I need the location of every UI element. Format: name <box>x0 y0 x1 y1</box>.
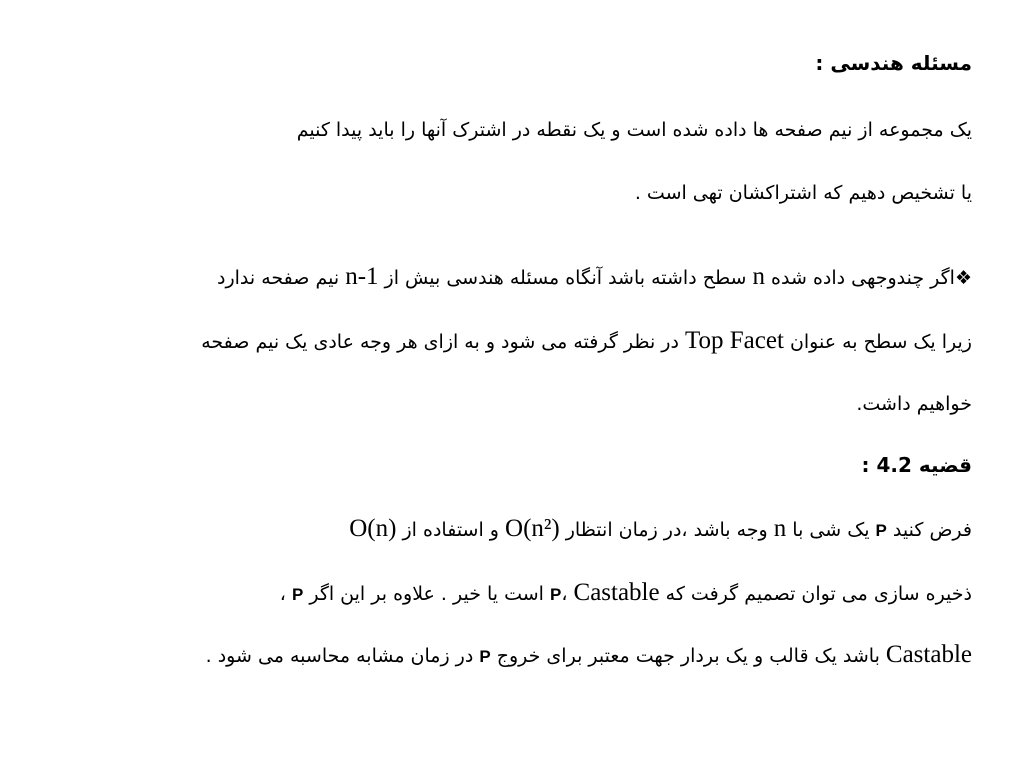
bullet-text: زیرا یک سطح به عنوان <box>783 331 972 353</box>
math-o-n: O(n) <box>349 515 397 542</box>
bullet-text: در نظر گرفته می شود و به ازای هر وجه عادی یک نیم صفحه <box>201 331 685 353</box>
bullet-text: خواهیم داشت. <box>856 393 972 415</box>
theorem-text: و استفاده از <box>396 519 506 541</box>
bullet-line <box>20 389 972 419</box>
term-top-facet: Top Facet <box>684 327 784 354</box>
heading-theorem-text: قضیه 4.2 : <box>861 453 972 477</box>
math-p: P <box>291 585 304 604</box>
paragraph-line <box>20 115 972 145</box>
heading-geometric-problem-text: مسئله هندسی : <box>815 51 972 75</box>
theorem-line <box>20 640 972 672</box>
theorem-text: ذخیره سازی می توان تصمیم گرفت که <box>659 583 972 605</box>
theorem-line <box>20 578 972 610</box>
bullet-text: سطح داشته باشد آنگاه مسئله هندسی بیش از <box>378 267 753 289</box>
paragraph-line <box>20 178 972 208</box>
diamond-bullet-icon: ❖ <box>954 267 972 289</box>
theorem-text: باشد یک قالب و یک بردار جهت معتبر برای خروج <box>490 645 886 667</box>
math-n: n <box>773 515 787 542</box>
math-p: P <box>479 647 491 666</box>
paragraph-text: یا تشخیص دهیم که اشتراکشان تهی است . <box>634 182 972 204</box>
term-castable: Castable <box>885 641 972 668</box>
theorem-text: ، <box>279 583 292 605</box>
theorem-text: فرض کنید <box>886 519 972 541</box>
theorem-text: است یا خیر . علاوه بر این اگر <box>303 583 550 605</box>
term-castable: Castable <box>573 579 660 606</box>
theorem-text: در زمان مشابه محاسبه می شود . <box>205 645 480 667</box>
math-p: P <box>875 521 887 540</box>
paragraph-text: یک مجموعه از نیم صفحه ها داده شده است و یک نقطه در اشترک آنها را باید پیدا کنیم <box>296 119 972 141</box>
bullet-text: نیم صفحه ندارد <box>217 267 346 289</box>
bullet-line <box>20 262 972 293</box>
math-p: P <box>550 585 562 604</box>
bullet-line <box>20 326 972 357</box>
math-n-minus-1: n-1 <box>345 263 379 290</box>
theorem-text: وجه باشد ،در زمان انتظار <box>559 519 774 541</box>
math-o-n-squared: O(n²) <box>505 515 560 542</box>
heading-theorem <box>20 450 972 480</box>
math-n: n <box>752 263 766 290</box>
theorem-line <box>20 514 972 546</box>
theorem-text: ، <box>561 583 574 605</box>
heading-geometric-problem <box>20 48 972 78</box>
bullet-text: اگر چندوجهی داده شده <box>765 267 955 289</box>
theorem-text: یک شی با <box>786 519 876 541</box>
